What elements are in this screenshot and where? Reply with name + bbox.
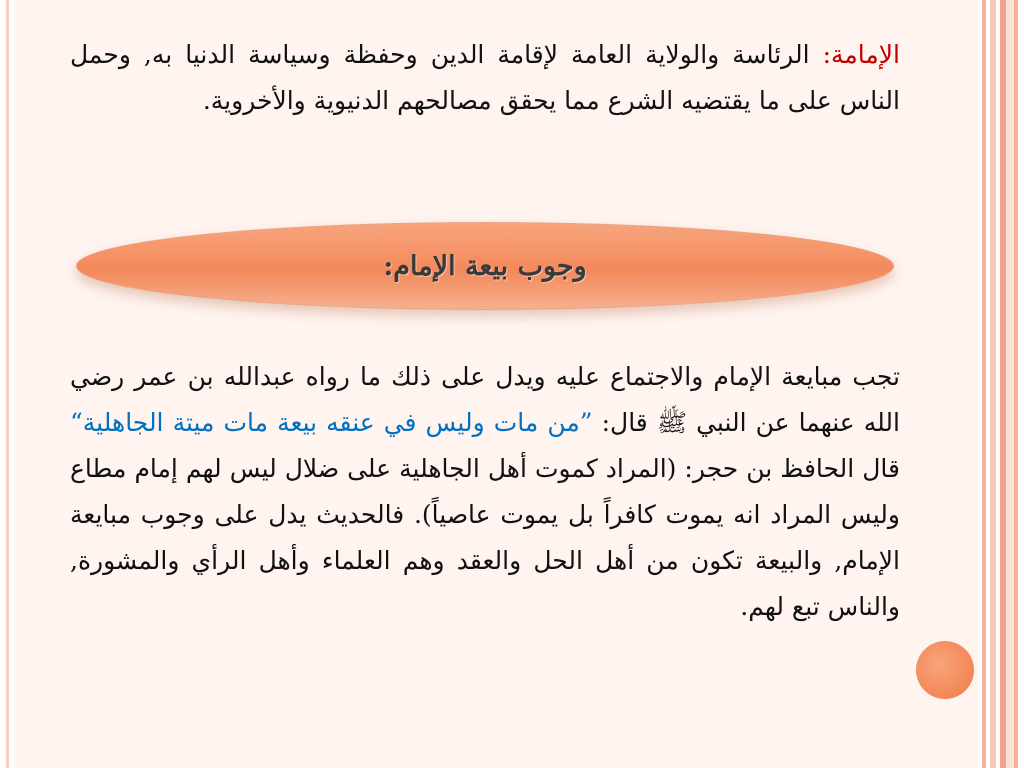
definition-paragraph: [70, 32, 900, 124]
body-text-explanation: قال الحافظ بن حجر: (المراد كموت أهل الجاهلية على ضلال ليس لهم إمام مطاع وليس المراد انه يموت كافراً بل يموت عاصياً). فالحديث يدل على وجوب مبايعة الإمام, والبيعة تكون من أهل الحل والعقد وهم العلماء وأهل الرأي والمشورة, والناس تبع لهم.: [70, 454, 900, 621]
right-stripe-decoration: [978, 0, 1024, 768]
definition-term: الإمامة:: [822, 40, 900, 69]
left-edge-decoration: [0, 0, 14, 768]
body-paragraph: [70, 354, 900, 630]
banner-title: وجوب بيعة الإمام:: [383, 250, 587, 282]
decorative-circle: [916, 641, 974, 699]
body-text-intro: تجب مبايعة الإمام والاجتماع عليه ويدل على ذلك ما رواه عبدالله بن عمر رضي الله عنهما عن النبي ﷺ قال:: [70, 362, 900, 437]
definition-text: الرئاسة والولاية العامة لإقامة الدين وحفظة وسياسة الدنيا به, وحمل الناس على ما يقتضيه الشرع مما يحقق مصالحهم الدنيوية والأخروية.: [70, 40, 900, 115]
hadith-quote: ”من مات وليس في عنقه بيعة مات ميتة الجاهلية“: [70, 408, 593, 437]
section-banner: [76, 222, 894, 310]
